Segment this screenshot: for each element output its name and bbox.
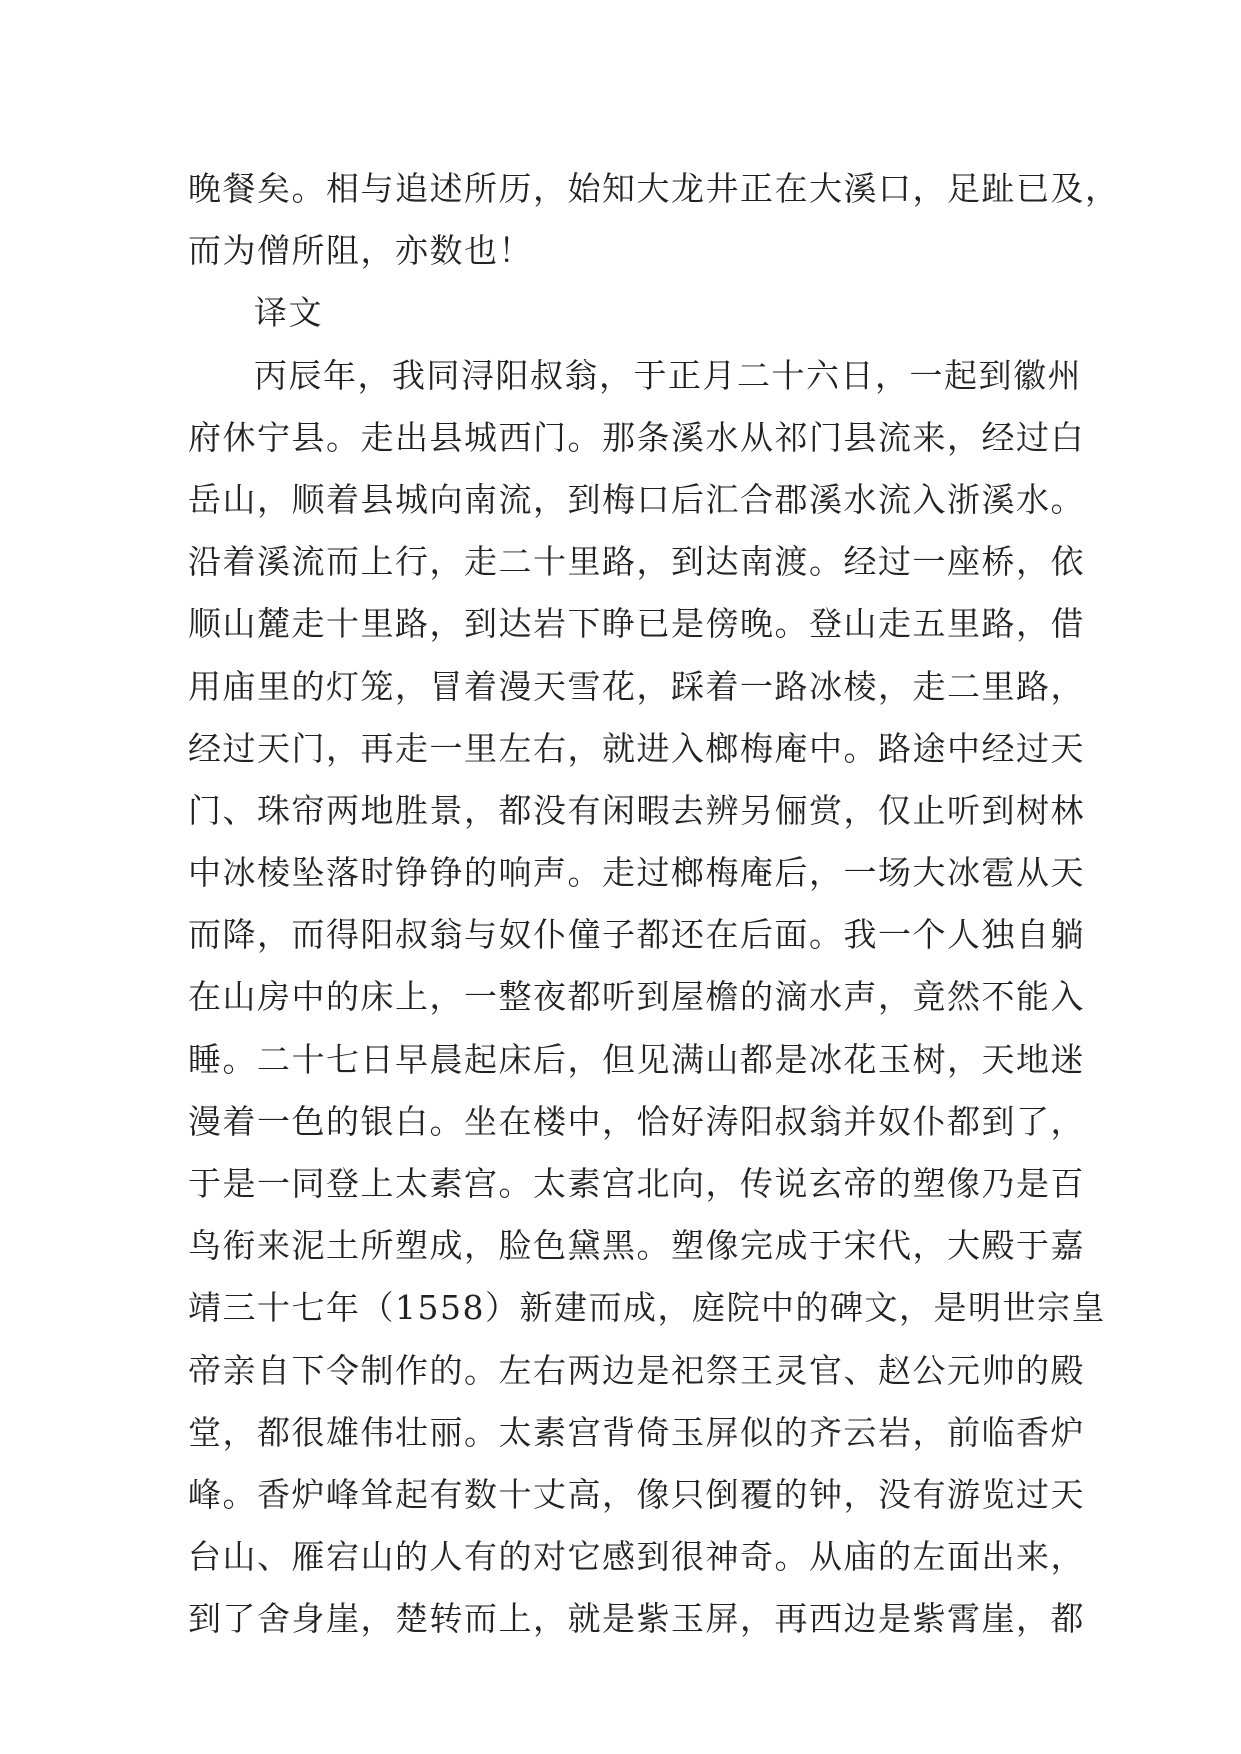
text-line: 鸟衔来泥土所塑成，脸色黛黑。塑像完成于宋代，大殿于嘉 <box>188 1226 1085 1266</box>
text-line: 府休宁县。走出县城西门。那条溪水从祁门县流来，经过白 <box>188 417 1085 457</box>
text-line: 晚餐矣。相与追述所历，始知大龙井正在大溪口，足趾已及， <box>188 169 1120 208</box>
text-line: 岳山，顺着县城向南流，到梅口后汇合郡溪水流入浙溪水。 <box>188 479 1085 519</box>
document-body <box>188 158 1120 1651</box>
text-line: 在山房中的床上，一整夜都听到屋檐的滴水声，竟然不能入 <box>188 977 1085 1017</box>
text-line: 丙辰年，我同浔阳叔翁，于正月二十六日，一起到徽州 <box>254 355 1082 395</box>
text-line: 而降，而得阳叔翁与奴仆僮子都还在后面。我一个人独自躺 <box>188 915 1085 955</box>
text-line: 帝亲自下令制作的。左右两边是祀祭王灵官、赵公元帅的殿 <box>188 1350 1085 1390</box>
text-line: 靖三十七年（1558）新建而成，庭院中的碑文，是明世宗皇 <box>188 1288 1106 1328</box>
text-line: 于是一同登上太素宫。太素宫北向，传说玄帝的塑像乃是百 <box>188 1164 1085 1203</box>
section-heading: 译文 <box>254 293 323 333</box>
text-line: 经过天门，再走一里左右，就进入榔梅庵中。路途中经过天 <box>188 728 1085 768</box>
text-line: 中冰棱坠落时铮铮的响声。走过榔梅庵后，一场大冰雹从天 <box>188 853 1085 893</box>
text-line: 漫着一色的银白。坐在楼中，恰好涛阳叔翁并奴仆都到了， <box>188 1101 1085 1141</box>
text-line: 到了舍身崖，楚转而上，就是紫玉屏，再西边是紫霄崖，都 <box>188 1599 1085 1639</box>
text-line: 门、珠帘两地胜景，都没有闲暇去辨另俪赏，仅止听到树林 <box>188 790 1085 830</box>
text-line: 峰。香炉峰耸起有数十丈高，像只倒覆的钟，没有游览过天 <box>188 1474 1085 1514</box>
text-line: 台山、雁宕山的人有的对它感到很神奇。从庙的左面出来， <box>188 1537 1085 1577</box>
text-line: 顺山麓走十里路，到达岩下睁已是傍晚。登山走五里路，借 <box>188 604 1085 644</box>
text-line: 而为僧所阻，亦数也！ <box>188 231 533 271</box>
text-line: 堂，都很雄伟壮丽。太素宫背倚玉屏似的齐云岩，前临香炉 <box>188 1412 1085 1452</box>
text-line: 睡。二十七日早晨起床后，但见满山都是冰花玉树，天地迷 <box>188 1039 1085 1079</box>
text-line: 沿着溪流而上行，走二十里路，到达南渡。经过一座桥，依 <box>188 542 1085 582</box>
text-line: 用庙里的灯笼，冒着漫天雪花，踩着一路冰棱，走二里路， <box>188 666 1085 706</box>
